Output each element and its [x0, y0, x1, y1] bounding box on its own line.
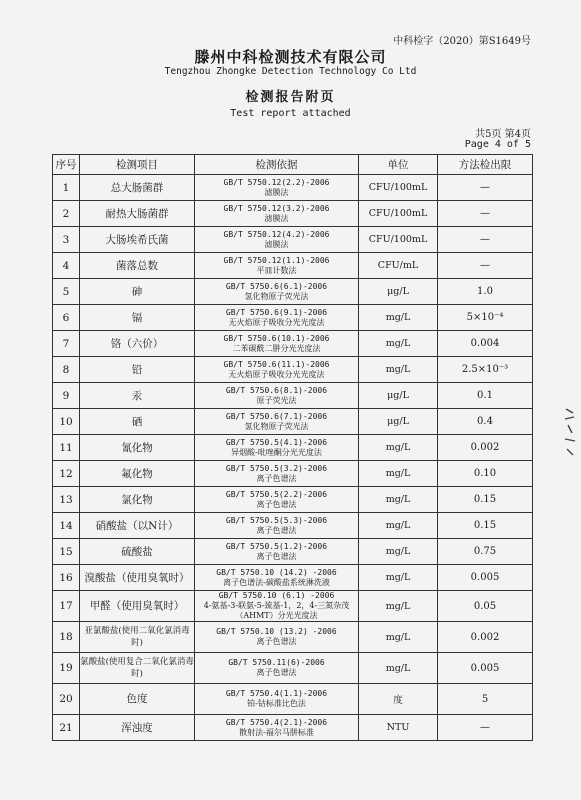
test-item-text: 硫酸盐	[121, 545, 153, 558]
unit	[359, 591, 438, 622]
detection-limit-text: 2.5×10⁻³	[461, 364, 509, 375]
method-name: 铂-钴标准比色法	[247, 699, 306, 708]
test-basis	[195, 539, 359, 565]
standard-code: GB/T 5750.12(1.1)-2006	[223, 255, 330, 265]
test-basis	[195, 279, 359, 305]
unit-text: mg/L	[385, 468, 411, 479]
detection-limit-text: 0.004	[470, 338, 500, 349]
method-name: 4-氨基-3-联氨-5-巯基-1，2，4-三氮杂茂（AHMT）分光光度法	[203, 601, 350, 620]
table-row	[53, 279, 533, 305]
test-item	[80, 357, 195, 383]
unit	[359, 684, 438, 715]
row-number	[53, 565, 80, 591]
unit	[359, 513, 438, 539]
table-row	[53, 331, 533, 357]
standard-code: GB/T 5750.6(8.1)-2006	[225, 385, 328, 395]
row-number-text: 16	[59, 571, 73, 584]
detection-limit	[438, 279, 533, 305]
test-item-text: 溴酸盐（使用臭氧时）	[84, 571, 190, 584]
unit	[359, 279, 438, 305]
row-number-text: 19	[59, 662, 73, 674]
unit	[359, 383, 438, 409]
row-number-text: 12	[59, 467, 73, 480]
detection-limit	[438, 513, 533, 539]
standard-code: GB/T 5750.6(7.1)-2006	[225, 411, 328, 421]
detection-limit-text: 0.005	[470, 662, 500, 674]
page-title-cn: 检测报告附页	[245, 90, 336, 105]
detection-limit	[438, 331, 533, 357]
standard-code: GB/T 5750.5(5.3)-2006	[225, 515, 328, 525]
header-no: 序号	[53, 155, 80, 175]
standard-code: GB/T 5750.5(3.2)-2006	[225, 463, 328, 473]
table-row	[53, 539, 533, 565]
row-number-text: 17	[59, 600, 73, 612]
method-name: 滤膜法	[264, 239, 289, 249]
detection-limit	[438, 487, 533, 513]
row-number-text: 9	[62, 389, 70, 402]
test-item-text: 菌落总数	[116, 259, 158, 272]
table-row	[53, 227, 533, 253]
results-table	[52, 154, 533, 741]
detection-limit-text: 0.15	[473, 520, 497, 531]
row-number-text: 6	[62, 311, 70, 324]
unit-text: mg/L	[385, 546, 411, 557]
standard-code: GB/T 5750.5(2.2)-2006	[225, 489, 328, 499]
test-item	[80, 591, 195, 622]
detection-limit-text: —	[480, 182, 490, 193]
report-number: 中科检字（2020）第S1649号	[393, 36, 531, 47]
method-name: 氢化物原子荧光法	[244, 291, 309, 301]
company-name-en: Tengzhou Zhongke Detection Technology Co Ltd	[164, 66, 417, 77]
unit	[359, 357, 438, 383]
page-title-en: Test report attached	[230, 108, 351, 119]
method-name: 离子色谱法	[256, 499, 297, 509]
test-item	[80, 175, 195, 201]
unit-text: CFU/mL	[377, 260, 419, 271]
unit	[359, 409, 438, 435]
test-item-text: 甲醛（使用臭氧时）	[89, 600, 185, 612]
standard-code: GB/T 5750.6(6.1)-2006	[225, 281, 328, 291]
unit	[359, 653, 438, 684]
row-number	[53, 253, 80, 279]
row-number	[53, 201, 80, 227]
standard-code: GB/T 5750.11(6)-2006	[228, 658, 325, 667]
unit-text: mg/L	[385, 600, 411, 612]
row-number-text: 3	[62, 233, 70, 246]
test-item	[80, 383, 195, 409]
detection-limit	[438, 357, 533, 383]
row-number-text: 15	[59, 545, 73, 558]
test-item	[80, 461, 195, 487]
unit-text: CFU/100mL	[368, 208, 428, 219]
unit-text: mg/L	[385, 631, 411, 643]
detection-limit	[438, 622, 533, 653]
row-number-text: 18	[59, 631, 73, 643]
row-number-text: 5	[62, 285, 70, 298]
table-row	[53, 461, 533, 487]
table-row	[53, 409, 533, 435]
detection-limit-text: —	[480, 722, 490, 733]
standard-code: GB/T 5750.4(2.1)-2006	[225, 717, 328, 727]
row-number	[53, 175, 80, 201]
test-item-text: 浑浊度	[121, 721, 153, 734]
standard-code: GB/T 5750.6(10.1)-2006	[223, 333, 330, 343]
unit	[359, 487, 438, 513]
row-number	[53, 653, 80, 684]
unit-text: 度	[393, 695, 403, 706]
test-item	[80, 539, 195, 565]
test-basis	[195, 357, 359, 383]
method-name: 离子色谱法	[256, 525, 297, 535]
test-item	[80, 305, 195, 331]
test-basis	[195, 565, 359, 591]
unit-text: mg/L	[385, 312, 411, 323]
detection-limit-text: 0.005	[470, 572, 500, 583]
row-number-text: 7	[62, 337, 70, 350]
row-number-text: 4	[62, 259, 70, 272]
test-basis	[195, 591, 359, 622]
detection-limit	[438, 653, 533, 684]
detection-limit	[438, 175, 533, 201]
detection-limit	[438, 539, 533, 565]
test-item	[80, 201, 195, 227]
test-item	[80, 435, 195, 461]
standard-code: GB/T 5750.6(9.1)-2006	[225, 307, 328, 317]
test-item	[80, 715, 195, 741]
test-basis	[195, 383, 359, 409]
table-row	[53, 684, 533, 715]
test-item-text: 耐热大肠菌群	[105, 207, 169, 220]
detection-limit	[438, 461, 533, 487]
unit-text: CFU/100mL	[368, 234, 428, 245]
standard-code: GB/T 5750.12(2.2)-2006	[223, 177, 330, 187]
detection-limit-text: 0.002	[470, 631, 500, 643]
page-count-cn: 共5页 第4页	[475, 129, 531, 140]
test-basis	[195, 513, 359, 539]
detection-limit	[438, 201, 533, 227]
binding-stamp-fragment	[563, 405, 577, 465]
row-number-text: 11	[59, 441, 73, 454]
unit-text: mg/L	[385, 494, 411, 505]
test-basis	[195, 653, 359, 684]
detection-limit	[438, 684, 533, 715]
test-item	[80, 227, 195, 253]
unit	[359, 622, 438, 653]
row-number	[53, 331, 80, 357]
table-row	[53, 653, 533, 684]
method-name: 滤膜法	[264, 187, 289, 197]
unit	[359, 461, 438, 487]
header-basis: 检测依据	[195, 155, 359, 175]
method-name: 无火焰原子吸收分光光度法	[228, 317, 325, 327]
header-item: 检测项目	[80, 155, 195, 175]
test-item	[80, 622, 195, 653]
test-basis	[195, 331, 359, 357]
page-count-en: Page 4 of 5	[464, 139, 531, 150]
test-basis	[195, 253, 359, 279]
test-item	[80, 331, 195, 357]
standard-code: GB/T 5750.5(1.2)-2006	[225, 541, 328, 551]
test-basis	[195, 175, 359, 201]
table-row	[53, 715, 533, 741]
table-row	[53, 622, 533, 653]
standard-code: GB/T 5750.10 (6.1) -2006	[218, 591, 335, 600]
row-number	[53, 591, 80, 622]
method-name: 二苯碳酰二肼分光光度法	[232, 343, 321, 353]
detection-limit	[438, 435, 533, 461]
test-item	[80, 253, 195, 279]
row-number	[53, 539, 80, 565]
row-number	[53, 622, 80, 653]
unit-text: μg/L	[387, 416, 409, 427]
method-name: 氢化物原子荧光法	[244, 421, 309, 431]
detection-limit-text: —	[480, 234, 490, 245]
row-number	[53, 305, 80, 331]
unit-text: mg/L	[385, 364, 411, 375]
test-item-text: 硝酸盐（以N计）	[95, 519, 179, 532]
test-item-text: 总大肠菌群	[110, 181, 164, 194]
test-item	[80, 653, 195, 684]
method-name: 原子荧光法	[256, 395, 297, 405]
row-number-text: 21	[59, 721, 73, 734]
test-item-text: 大肠埃希氏菌	[105, 233, 169, 246]
table-row	[53, 253, 533, 279]
detection-limit-text: 5×10⁻⁴	[466, 312, 504, 323]
row-number-text: 2	[62, 207, 70, 220]
row-number	[53, 715, 80, 741]
detection-limit	[438, 383, 533, 409]
table-row	[53, 305, 533, 331]
unit-text: mg/L	[385, 520, 411, 531]
row-number	[53, 383, 80, 409]
table-body	[53, 175, 533, 741]
row-number	[53, 461, 80, 487]
standard-code: GB/T 5750.10 (14.2) -2006	[216, 567, 337, 577]
unit-text: μg/L	[387, 390, 409, 401]
method-name: 无火焰原子吸收分光光度法	[228, 369, 325, 379]
unit	[359, 331, 438, 357]
standard-code: GB/T 5750.6(11.1)-2006	[223, 359, 330, 369]
detection-limit-text: 0.10	[473, 468, 497, 479]
unit-text: mg/L	[385, 338, 411, 349]
unit-text: μg/L	[387, 286, 409, 297]
method-name: 离子色谱法	[256, 551, 297, 561]
unit	[359, 435, 438, 461]
table-row	[53, 201, 533, 227]
method-name: 滤膜法	[264, 213, 289, 223]
detection-limit-text: 0.002	[470, 442, 500, 453]
table-row	[53, 513, 533, 539]
table-row	[53, 383, 533, 409]
test-item-text: 砷	[131, 285, 143, 298]
test-basis	[195, 227, 359, 253]
test-item-text: 氰化物	[121, 441, 153, 454]
test-item-text: 色度	[126, 693, 148, 705]
detection-limit-text: 1.0	[477, 286, 493, 297]
detection-limit-text: —	[480, 260, 490, 271]
row-number-text: 10	[59, 415, 73, 428]
test-item-text: 氯酸盐(使用复合二氧化氯消毒时)	[80, 657, 194, 679]
row-number	[53, 227, 80, 253]
test-basis	[195, 622, 359, 653]
test-basis	[195, 487, 359, 513]
test-item-text: 铅	[131, 363, 143, 376]
method-name: 散射法-福尔马肼标准	[239, 727, 314, 737]
test-item-text: 镉	[131, 311, 143, 324]
header-limit: 方法检出限	[438, 155, 533, 175]
unit	[359, 539, 438, 565]
test-basis	[195, 435, 359, 461]
test-item	[80, 513, 195, 539]
unit-text: mg/L	[385, 572, 411, 583]
detection-limit	[438, 591, 533, 622]
unit-text: NTU	[386, 722, 410, 733]
company-name-cn: 滕州中科检测技术有限公司	[194, 48, 387, 66]
unit-text: mg/L	[385, 662, 411, 674]
test-item	[80, 409, 195, 435]
test-item-text: 氯化物	[121, 493, 153, 506]
method-name: 离子色谱法-碳酸盐系统淋洗液	[223, 577, 330, 587]
standard-code: GB/T 5750.4(1.1)-2006	[225, 689, 328, 698]
test-item-text: 铬（六价）	[110, 337, 164, 350]
test-item	[80, 487, 195, 513]
unit	[359, 305, 438, 331]
table-row	[53, 435, 533, 461]
test-item-text: 氟化物	[121, 467, 153, 480]
detection-limit-text: 0.75	[473, 546, 497, 557]
test-item-text: 亚氯酸盐(使用二氧化氯消毒时)	[84, 626, 190, 648]
test-basis	[195, 409, 359, 435]
table-row	[53, 487, 533, 513]
detection-limit	[438, 305, 533, 331]
test-item	[80, 684, 195, 715]
unit	[359, 201, 438, 227]
method-name: 异烟酸-吡唑酮分光光度法	[231, 447, 322, 457]
unit	[359, 565, 438, 591]
detection-limit-text: 0.1	[477, 390, 493, 401]
detection-limit	[438, 253, 533, 279]
table-row	[53, 175, 533, 201]
unit-text: CFU/100mL	[368, 182, 428, 193]
row-number	[53, 513, 80, 539]
row-number	[53, 409, 80, 435]
unit	[359, 175, 438, 201]
method-name: 平皿计数法	[256, 265, 297, 275]
detection-limit	[438, 227, 533, 253]
row-number-text: 20	[59, 693, 73, 705]
standard-code: GB/T 5750.5(4.1)-2006	[225, 437, 328, 447]
header-unit: 单位	[359, 155, 438, 175]
row-number-text: 8	[62, 363, 70, 376]
test-basis	[195, 715, 359, 741]
detection-limit	[438, 565, 533, 591]
table-row	[53, 565, 533, 591]
test-basis	[195, 305, 359, 331]
standard-code: GB/T 5750.12(3.2)-2006	[223, 203, 330, 213]
table-row	[53, 357, 533, 383]
test-basis	[195, 684, 359, 715]
method-name: 离子色谱法	[256, 473, 297, 483]
detection-limit-text: —	[480, 208, 490, 219]
unit-text: mg/L	[385, 442, 411, 453]
test-item-text: 硒	[131, 415, 143, 428]
method-name: 离子色谱法	[256, 637, 297, 646]
unit	[359, 227, 438, 253]
row-number	[53, 487, 80, 513]
test-item	[80, 279, 195, 305]
test-item	[80, 565, 195, 591]
test-basis	[195, 201, 359, 227]
detection-limit-text: 0.05	[473, 600, 497, 612]
detection-limit	[438, 715, 533, 741]
row-number	[53, 684, 80, 715]
table-row	[53, 591, 533, 622]
table-header-row	[53, 155, 533, 175]
unit	[359, 715, 438, 741]
standard-code: GB/T 5750.12(4.2)-2006	[223, 229, 330, 239]
standard-code: GB/T 5750.10 (13.2) -2006	[216, 627, 337, 636]
detection-limit-text: 0.15	[473, 494, 497, 505]
detection-limit-text: 0.4	[477, 416, 493, 427]
row-number-text: 13	[59, 493, 73, 506]
row-number	[53, 357, 80, 383]
test-basis	[195, 461, 359, 487]
test-item-text: 汞	[131, 389, 143, 402]
unit	[359, 253, 438, 279]
method-name: 离子色谱法	[256, 668, 297, 677]
row-number-text: 14	[59, 519, 73, 532]
row-number-text: 1	[62, 181, 70, 194]
row-number	[53, 435, 80, 461]
detection-limit	[438, 409, 533, 435]
row-number	[53, 279, 80, 305]
detection-limit-text: 5	[481, 693, 489, 705]
